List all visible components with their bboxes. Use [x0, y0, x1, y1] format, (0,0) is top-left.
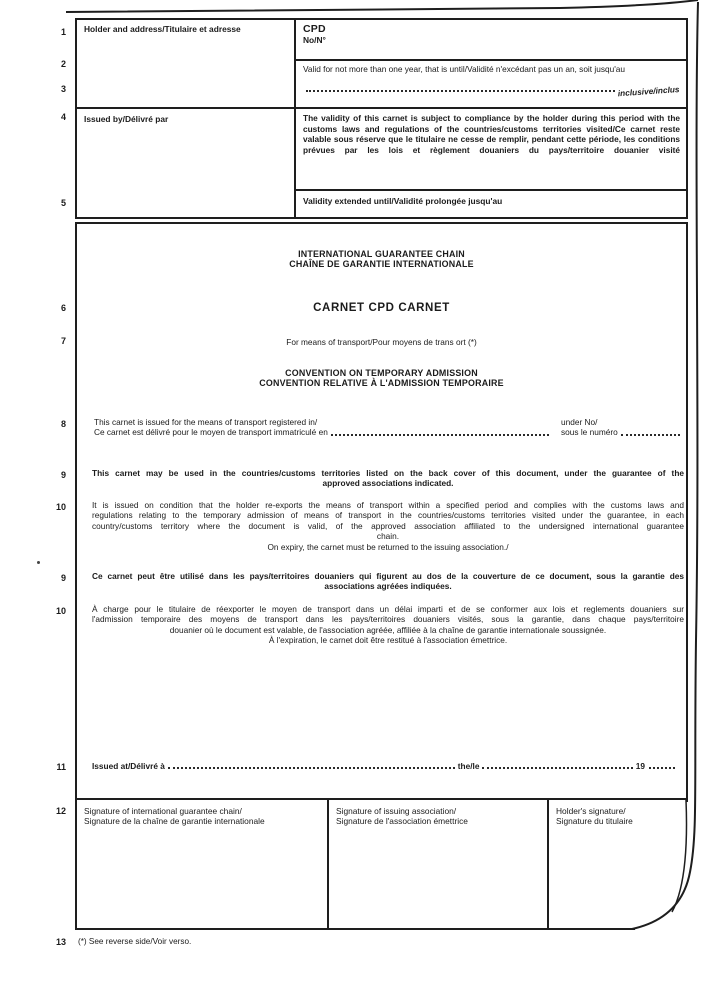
border-top-cluster — [75, 18, 688, 20]
signature-holder-label-fr: Signature du titulaire — [556, 816, 633, 827]
guarantee-chain-heading-en: INTERNATIONAL GUARANTEE CHAIN — [298, 249, 465, 259]
row-number-11: 11 — [56, 762, 66, 772]
cpd-title: CPD — [303, 23, 326, 35]
registered-in-line-fr: Ce carnet est délivré pour le moyen de transport immatriculé en — [94, 427, 328, 438]
registered-in-dotted-line — [331, 428, 549, 436]
conditions-line-fr: l'admission temporaire des moyens de transport dans les pays/territoires douaniers visités, sous la garantie, dans chaque pays/territoire — [92, 614, 684, 625]
border-left-main — [75, 222, 77, 930]
row-number-4: 4 — [60, 112, 66, 122]
signature-chain-label-fr: Signature de la chaîne de garantie internationale — [84, 816, 265, 827]
registered-in-line-en: This carnet is issued for the means of transport registered in/ — [94, 417, 318, 427]
row-number-13: 13 — [55, 937, 66, 947]
conditions-line-fr: À charge pour le titulaire de réexporter le moyen de transport dans un délai imparti et de se conformer aux lois et reglements douaniers sur — [92, 604, 684, 614]
carnet-use-line-fr: associations agréées indiquées. — [324, 581, 452, 592]
issued-at-dotted-line — [168, 761, 455, 769]
under-no-dotted-line — [621, 428, 680, 436]
carnet-use-paragraph-fr — [92, 571, 684, 592]
signature-association-label-fr: Signature de l'association émettrice — [336, 816, 468, 827]
scan-speck — [37, 561, 40, 564]
row-number-7: 7 — [60, 336, 66, 346]
border-left-top-cluster — [75, 18, 77, 219]
year-19-label: 19 — [635, 761, 645, 771]
divider-signature-1 — [327, 798, 329, 930]
reverse-side-footnote: (*) See reverse side/Voir verso. — [78, 937, 192, 946]
row-number-6: 6 — [60, 303, 66, 313]
validity-note-line: valable sous réserve que le titulaire ne cesse de remplir, pendant cette période, les conditions — [303, 134, 680, 145]
convention-heading-en: CONVENTION ON TEMPORARY ADMISSION — [285, 368, 478, 378]
cpd-number-label: No/N° — [303, 35, 326, 45]
border-row3-bottom — [75, 107, 688, 109]
row-number-8: 8 — [60, 419, 66, 429]
carnet-use-line: approved associations indicated. — [322, 478, 454, 489]
border-right-top-cluster — [686, 18, 688, 219]
border-main-box-bottom — [75, 798, 688, 800]
signature-chain-box — [84, 806, 320, 826]
signature-association-box — [336, 806, 540, 826]
conditions-paragraph-en — [92, 500, 684, 552]
border-cpd-bottom — [295, 59, 688, 61]
valid-until-field — [303, 84, 680, 99]
carnet-cpd-title: CARNET CPD CARNET — [313, 302, 450, 314]
holder-address-label: Holder and address/Titulaire et adresse — [84, 24, 241, 34]
under-no-block — [561, 417, 683, 438]
issued-at-label: Issued at/Délivré à — [92, 761, 165, 771]
signature-holder-label-en: Holder's signature/ — [556, 806, 626, 816]
validity-note-line: The validity of this carnet is subject to compliance by the holder during this period with the — [303, 113, 680, 123]
convention-heading-fr: CONVENTION RELATIVE À L'ADMISSION TEMPORAIRE — [259, 378, 504, 388]
the-le-label: the/le — [457, 761, 480, 771]
date-dotted-line — [482, 761, 632, 769]
validity-note-line: customs laws and regulations of the countries/customs territories visited/Ce carnet reste — [303, 123, 680, 134]
border-note-bottom — [295, 189, 688, 191]
carnet-use-line: This carnet may be used in the countries/customs territories listed on the back cover of this document, under the guarantee of the — [92, 468, 684, 478]
carnet-use-paragraph-en — [92, 468, 684, 489]
row-number-12: 12 — [55, 806, 66, 816]
issued-at-row — [92, 761, 677, 771]
conditions-line: country/customs territory where the document is valid, of the approved association affiliated to the undersigned international guarantee — [92, 520, 684, 531]
conditions-line-fr: À l'expiration, le carnet doit être restitué à l'association émettrice. — [268, 635, 508, 646]
signature-chain-label-en: Signature of international guarantee chain/ — [84, 806, 242, 816]
row-number-10-fr: 10 — [55, 606, 66, 616]
row-number-10-en: 10 — [55, 502, 66, 512]
valid-until-dotted-line — [306, 84, 615, 92]
row-number-1: 1 — [60, 27, 66, 37]
row-number-2: 2 — [60, 59, 66, 69]
divider-signature-2 — [547, 798, 549, 930]
valid-until-label: Valid for not more than one year, that is until/Validité n'excédant pas un an, soit jusqu'au — [303, 64, 626, 74]
validity-note — [303, 113, 680, 155]
under-no-label: under No/ — [561, 417, 598, 427]
issued-by-label: Issued by/Délivré par — [84, 114, 169, 124]
row-number-3: 3 — [60, 84, 66, 94]
validity-note-line: prévues par les lois et règlement douaniers du pays/territoire douanier visité — [303, 144, 680, 155]
conditions-line: chain. — [376, 531, 400, 542]
row-number-9-fr: 9 — [60, 573, 66, 583]
sous-numero-label: sous le numéro — [561, 427, 618, 438]
conditions-line: On expiry, the carnet must be returned to the issuing association./ — [267, 541, 509, 552]
row-number-5: 5 — [60, 198, 66, 208]
carnet-use-line-fr: Ce carnet peut être utilisé dans les pays/territoires douaniers qui figurent au dos de la couverture de ce document, sous la garantie des — [92, 571, 684, 581]
border-signature-bottom — [75, 928, 635, 930]
conditions-line-fr: douanier où le document est valable, de l'association agréée, affiliée à la chaîne de garantie internationale soussignée. — [169, 624, 607, 635]
means-of-transport-label: For means of transport/Pour moyens de trans ort (*) — [286, 337, 477, 347]
conditions-paragraph-fr — [92, 604, 684, 646]
conditions-line: It is issued on condition that the holder re-exports the means of transport within a specified period and complies with the customs laws and — [92, 500, 684, 510]
divider-holder-cpd — [294, 18, 296, 219]
row-number-9-en: 9 — [60, 470, 66, 480]
conditions-line: regulations relating to the temporary admission of means of transport in the countries/customs territories visited under the guarantee, in each — [92, 510, 684, 521]
registered-in-field — [94, 427, 552, 437]
registered-in-block — [94, 417, 552, 438]
border-main-box-top — [75, 222, 688, 224]
validity-extended-label: Validity extended until/Validité prolongée jusqu'au — [303, 196, 503, 206]
signature-association-label-en: Signature of issuing association/ — [336, 806, 457, 816]
inclusive-label: inclusive/inclus — [617, 84, 680, 99]
year-dotted-line — [649, 761, 675, 769]
border-row5-bottom — [75, 217, 688, 219]
signature-holder-box — [556, 806, 680, 826]
under-no-field — [561, 427, 683, 437]
guarantee-chain-heading-fr: CHAÎNE DE GARANTIE INTERNATIONALE — [289, 259, 474, 269]
